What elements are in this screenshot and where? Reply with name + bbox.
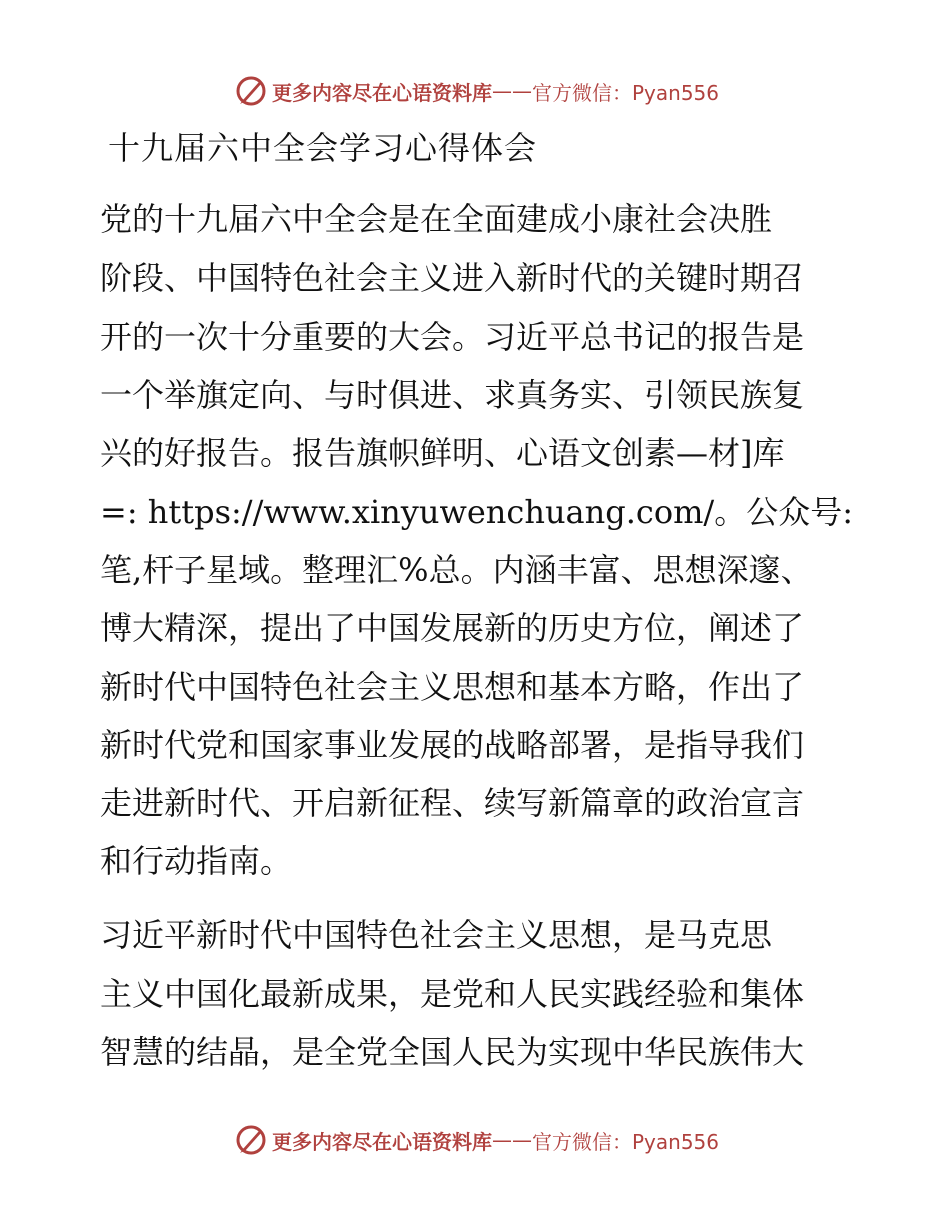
paragraph-line: =: https://www.xinyuwenchuang.com/。公众号: [100, 493, 853, 531]
paragraph-line: 兴的好报告。报告旗帜鲜明、心语文创素—材]库 [100, 434, 785, 472]
paragraph-line: 智慧的结晶，是全党全国人民为实现中华民族伟大 [100, 1033, 805, 1071]
paragraph-line: 走进新时代、开启新征程、续写新篇章的政治宣言 [100, 784, 805, 822]
paragraph-line: 笔,杆子星域。整理汇%总。内涵丰富、思想深邃、 [100, 551, 813, 589]
banner-separator: —— [492, 79, 532, 103]
banner-official-account: 官方微信：Pyan556 [532, 80, 720, 105]
paragraph-line: 习近平新时代中国特色社会主义思想，是马克思 [100, 916, 773, 954]
paragraph-line: 开的一次十分重要的大会。习近平总书记的报告是 [100, 318, 805, 356]
quill-pen-logo-icon [234, 1123, 268, 1157]
document-title: 十九届六中全会学习心得体会 [108, 129, 538, 167]
banner-official-account: 官方微信：Pyan556 [532, 1129, 720, 1154]
paragraph-line: 阶段、中国特色社会主义进入新时代的关键时期召 [100, 259, 805, 297]
paragraph-line: 党的十九届六中全会是在全面建成小康社会决胜 [100, 200, 773, 238]
quill-pen-logo-icon [234, 74, 268, 108]
footer-banner [234, 1122, 719, 1158]
banner-brand-text: 更多内容尽在心语资料库 [272, 80, 492, 105]
paragraph-line: 博大精深，提出了中国发展新的历史方位，阐述了 [100, 609, 805, 647]
paragraph-line: 一个举旗定向、与时俱进、求真务实、引领民族复 [100, 376, 805, 414]
paragraph-line: 新时代中国特色社会主义思想和基本方略，作出了 [100, 668, 805, 706]
paragraph-line: 和行动指南。 [100, 842, 293, 880]
header-banner [234, 73, 719, 109]
paragraph-line: 主义中国化最新成果，是党和人民实践经验和集体 [100, 975, 805, 1013]
paragraph-line: 新时代党和国家事业发展的战略部署，是指导我们 [100, 726, 805, 764]
banner-separator: —— [492, 1128, 532, 1152]
banner-brand-text: 更多内容尽在心语资料库 [272, 1129, 492, 1154]
